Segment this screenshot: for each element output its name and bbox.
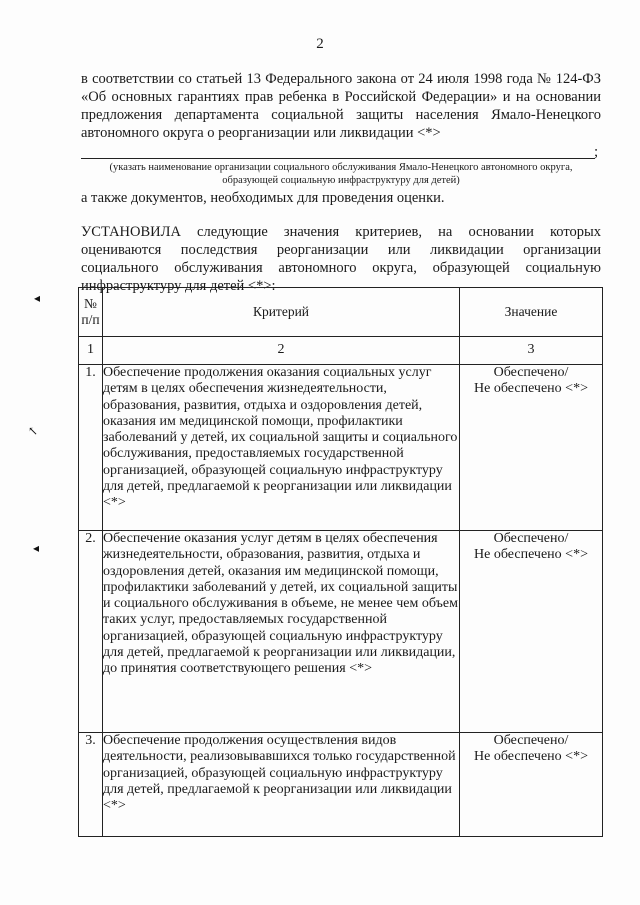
value-line: Не обеспечено <*> xyxy=(474,381,588,397)
criteria-table xyxy=(78,287,603,837)
index-cell: 3 xyxy=(460,337,603,365)
row-value xyxy=(460,733,603,837)
row-value xyxy=(460,531,603,733)
intro-text: в соответствии со статьей 13 Федерального закона от 24 июля 1998 года № 124-ФЗ «Об основных гарантиях прав ребенка в Российской Федерации» и на основании предложения департамента социальной защиты населения Ямало-Ненецкого автономного округа о реорганизации или ликвидации <*> xyxy=(81,71,601,141)
row-criterion: Обеспечение продолжения осуществления видов деятельности, реализовывавшихся только государственной организацией, образующей социальную инфраструктуру для детей, предлагаемой к реорганизации или ликвидации <*> xyxy=(103,733,460,837)
page-number: 2 xyxy=(316,36,324,52)
documents-line: а также документов, необходимых для проведения оценки. xyxy=(81,190,445,206)
row-num: 1. xyxy=(79,365,103,531)
table-index-row xyxy=(79,337,603,365)
fill-in-line xyxy=(81,158,595,159)
value-line: Обеспечено/ xyxy=(493,365,569,380)
fill-in-semicolon: ; xyxy=(594,144,599,160)
margin-mark: ↖ xyxy=(28,424,39,438)
table-row xyxy=(79,733,603,837)
header-num: № п/п xyxy=(79,288,103,337)
margin-mark: ◂ xyxy=(33,541,40,555)
index-cell: 2 xyxy=(103,337,460,365)
table-row xyxy=(79,365,603,531)
row-num: 2. xyxy=(79,531,103,733)
established-text: УСТАНОВИЛА следующие значения критериев, на основании которых оцениваются последствия реорганизации или ликвидации организации социального обслуживания автономного округа, образующей социальную инфраструктуру для детей <*>: xyxy=(81,224,601,294)
row-value xyxy=(460,365,603,531)
index-cell: 1 xyxy=(79,337,103,365)
table-header-row xyxy=(79,288,603,337)
row-criterion: Обеспечение оказания услуг детям в целях обеспечения жизнедеятельности, образования, развития, отдыха и оздоровления детей, оказания им медицинской помощи, профилактики заболеваний у детей, их социальной защиты и социального обслуживания в объеме, не менее чем объем таких услуг, предоставляемых государственной организацией, образующей социальную инфраструктуру для детей, предлагаемой к реорганизации или ликвидации, до принятия соответствующего решения <*> xyxy=(103,531,460,733)
row-criterion: Обеспечение продолжения оказания социальных услуг детям в целях обеспечения жизнедеятельности, образования, развития, отдыха и оздоровления детей, оказания им медицинской помощи, профилактики заболеваний у детей, их социальной защиты и социального обслуживания, предоставляемых государственной организацией, образующей социальную инфраструктуру для детей, предлагаемой к реорганизации или ликвидации <*> xyxy=(103,365,460,531)
value-line: Не обеспечено <*> xyxy=(474,547,588,563)
table-row xyxy=(79,531,603,733)
established-paragraph xyxy=(81,223,601,295)
header-criterion: Критерий xyxy=(103,288,460,337)
row-num: 3. xyxy=(79,733,103,837)
fill-in-hint: (указать наименование организации социального обслуживания Ямало-Ненецкого автономного округа, образующей социальную инфраструктуру для детей) xyxy=(109,162,573,186)
margin-mark: ◂ xyxy=(34,291,41,305)
value-line: Не обеспечено <*> xyxy=(474,749,588,765)
intro-paragraph xyxy=(81,70,601,142)
header-value: Значение xyxy=(460,288,603,337)
value-line: Обеспечено/ xyxy=(493,531,569,546)
value-line: Обеспечено/ xyxy=(493,733,569,748)
